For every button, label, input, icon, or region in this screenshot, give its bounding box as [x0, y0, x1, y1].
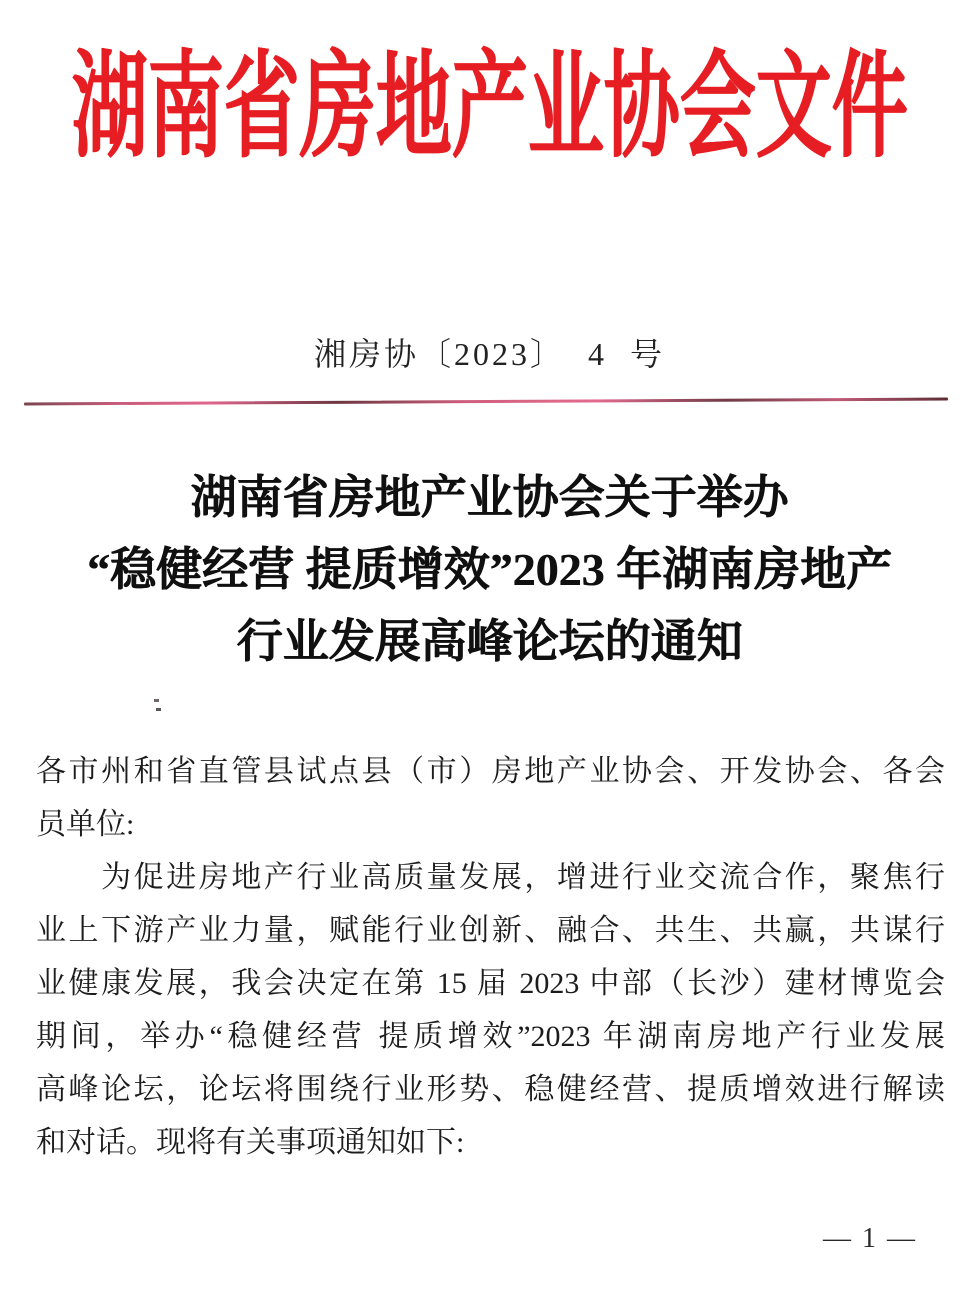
notice-body [36, 745, 945, 1169]
salutation-line: 员单位: [36, 808, 135, 841]
paragraph-line: 和对话。现将有关事项通知如下: [36, 1126, 465, 1159]
paragraph-line: 高峰论坛，论坛将围绕行业形势、稳健经营、提质增效进行解读 [36, 1073, 945, 1106]
notice-title [0, 462, 979, 678]
paragraph-line: 业上下游产业力量，赋能行业创新、融合、共生、共赢，共谋行 [36, 914, 945, 947]
notice-title-line-2: “稳健经营 提质增效”2023 年湖南房地产 [87, 544, 892, 595]
scan-speck [154, 699, 159, 702]
salutation-line: 各市州和省直管县试点县（市）房地产业协会、开发协会、各会 [36, 755, 945, 788]
notice-title-line-3: 行业发展高峰论坛的通知 [236, 616, 743, 667]
paragraph-line: 为促进房地产行业高质量发展，增进行业交流合作，聚焦行 [36, 861, 945, 894]
notice-title-line-1: 湖南省房地产业协会关于举办 [190, 472, 789, 523]
paragraph-line: 期间，举办“稳健经营 提质增效”2023 年湖南房地产行业发展 [36, 1020, 945, 1053]
letterhead-divider [24, 398, 948, 406]
page-number: — 1 — [823, 1223, 917, 1254]
document-number: 湘房协〔2023〕 4 号 [313, 336, 665, 372]
paragraph-line: 业健康发展，我会决定在第 15 届 2023 中部（长沙）建材博览会 [36, 967, 945, 1000]
letterhead-title: 湖南省房地产业协会文件 [71, 43, 908, 172]
letterhead [0, 43, 979, 172]
